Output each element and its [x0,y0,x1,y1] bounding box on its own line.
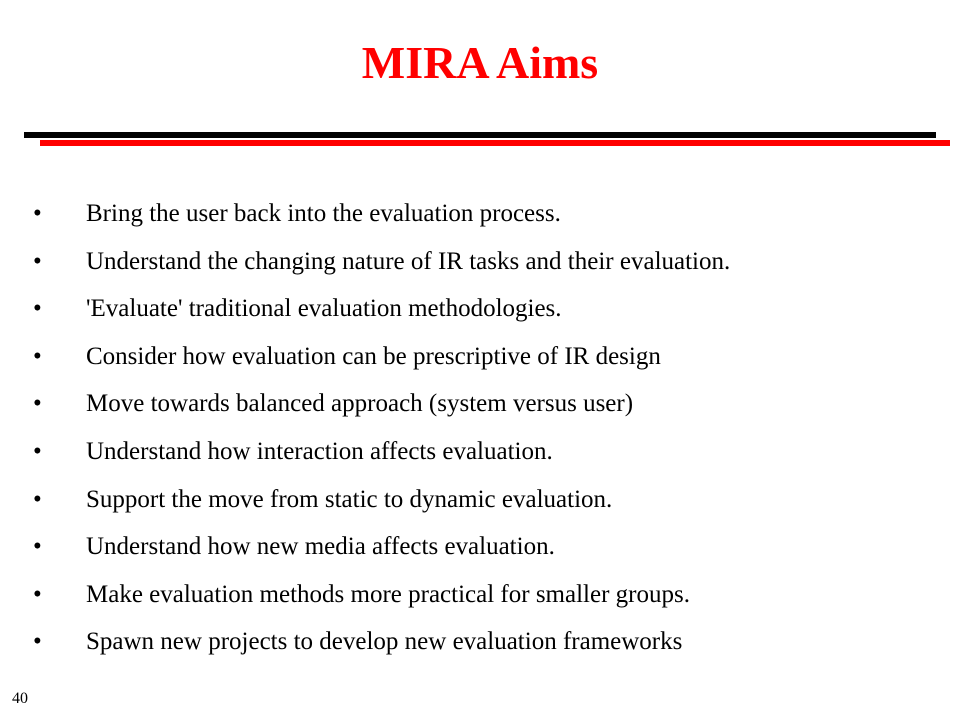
title-divider-black [24,132,936,138]
bullet-item [0,380,960,428]
bullet-item [0,523,960,571]
bullet-item [0,571,960,619]
bullet-icon: • [33,390,42,418]
bullet-text: Make evaluation methods more practical for smaller groups. [86,580,690,608]
bullet-text: Understand the changing nature of IR tasks and their evaluation. [86,247,731,275]
bullet-text: Spawn new projects to develop new evaluation frameworks [86,628,683,656]
bullet-item [0,285,960,333]
bullet-item [0,428,960,476]
bullet-list [0,190,960,666]
bullet-text: Bring the user back into the evaluation process. [86,200,561,227]
bullet-item [0,333,960,381]
bullet-icon: • [33,200,42,227]
bullet-icon: • [33,342,42,370]
bullet-text: Consider how evaluation can be prescriptive of IR design [86,342,661,370]
bullet-icon: • [33,295,42,323]
slide-title: MIRA Aims [361,37,599,88]
bullet-item [0,476,960,524]
bullet-icon: • [33,533,42,561]
bullet-text: Support the move from static to dynamic evaluation. [86,485,613,513]
bullet-item [0,238,960,286]
bullet-text: Move towards balanced approach (system versus user) [86,390,634,418]
bullet-icon: • [33,437,42,465]
bullet-item [0,190,960,238]
page-number: 40 [12,690,28,707]
bullet-icon: • [33,485,42,513]
bullet-text: Understand how new media affects evaluation. [86,533,555,561]
bullet-text: Understand how interaction affects evaluation. [86,437,553,465]
bullet-text: 'Evaluate' traditional evaluation methodologies. [86,295,562,323]
bullet-icon: • [33,247,42,275]
bullet-icon: • [33,628,42,656]
title-divider-red [40,140,950,146]
bullet-item [0,618,960,666]
bullet-icon: • [33,580,42,608]
